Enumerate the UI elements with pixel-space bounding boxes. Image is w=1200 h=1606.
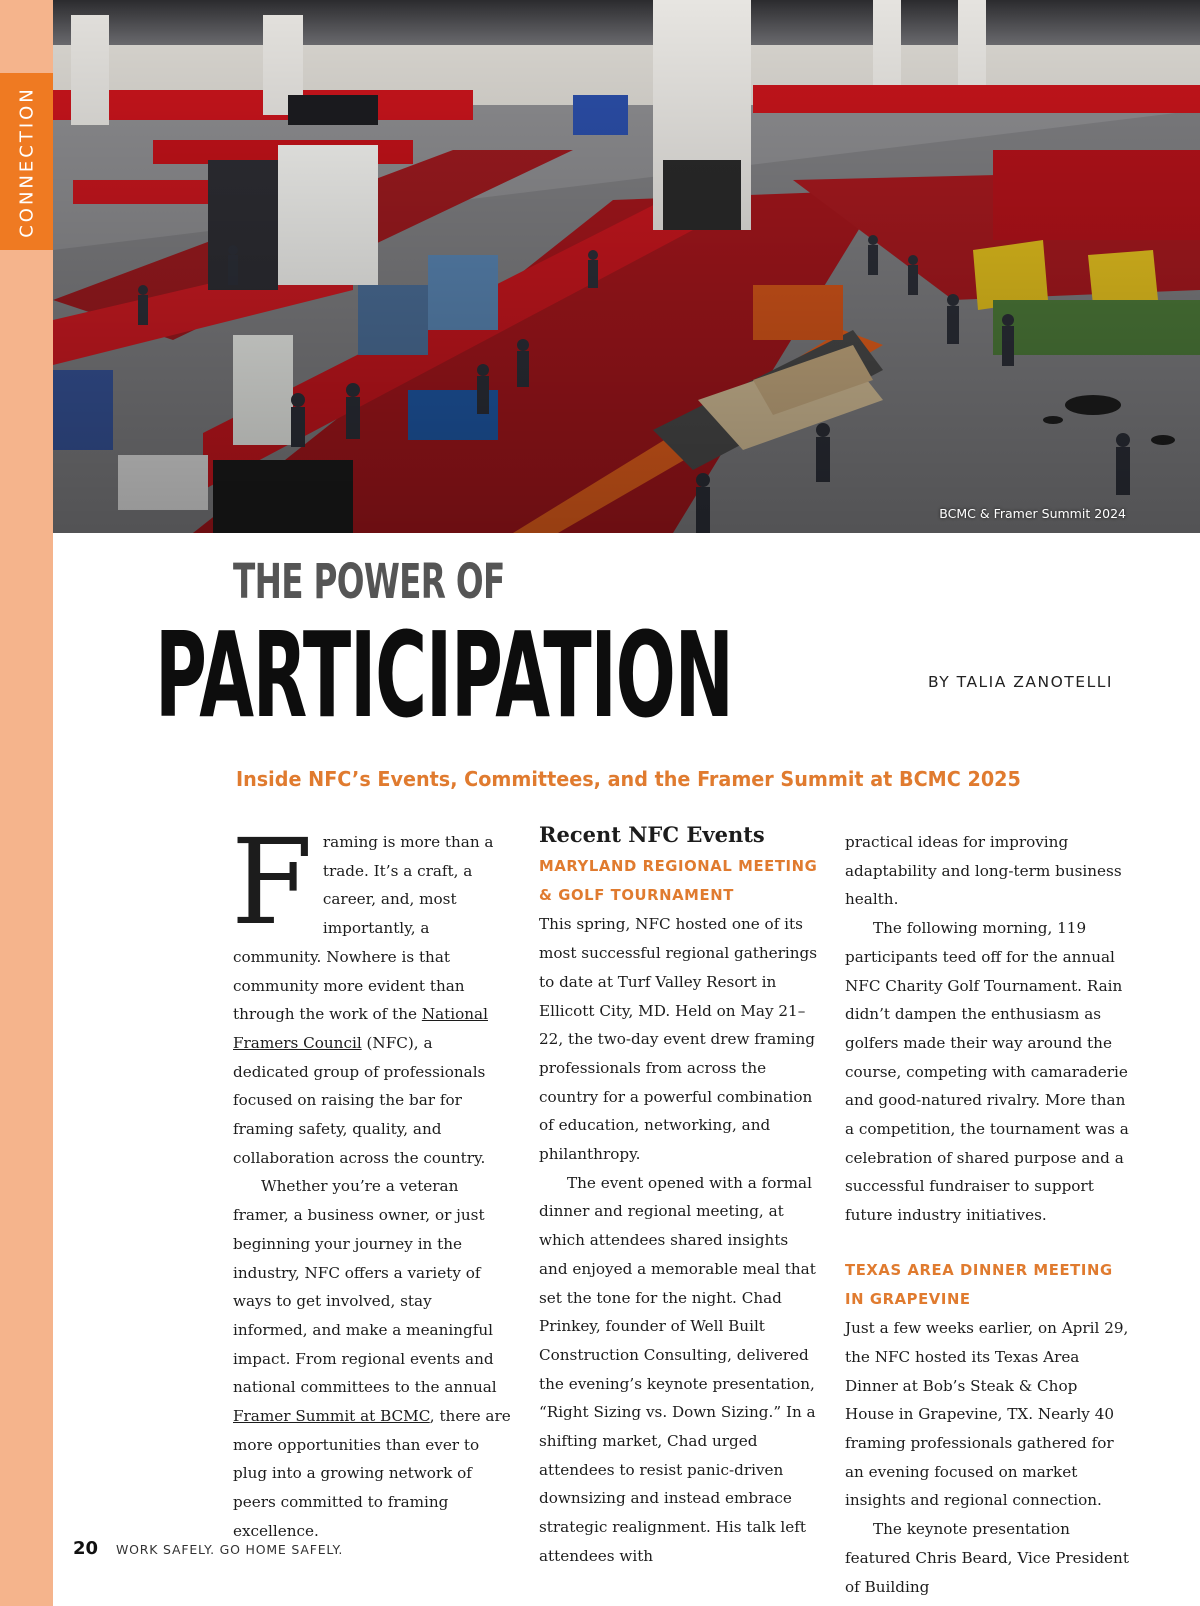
golf-paragraph: The following morning, 119 participants teed off for the annual NFC Charity Golf Tournament. Rain didn’t dampen the enthusiasm as golfers made their way around the course, competing with camaraderie and good-natured rivalry. More than a competition, the tournament was a celebration of shared purpose and a successful fundraiser to support future industry initiatives.: [845, 919, 1129, 1225]
framer-summit-link[interactable]: Framer Summit at BCMC: [233, 1407, 430, 1426]
p2-text-b: , there are more opportunities than ever to plug into a growing network of peers committed to framing excellence.: [233, 1407, 511, 1540]
paragraph-2: [233, 1172, 511, 1545]
section-title-recent-events: Recent NFC Events: [539, 822, 765, 847]
texas-paragraph-1: Just a few weeks earlier, on April 29, the NFC hosted its Texas Area Dinner at Bob’s Steak & Chop House in Grapevine, TX. Nearly 40 framing professionals gathered for an evening focused on market insights and regional connection.: [845, 1319, 1129, 1510]
section-tab: [0, 73, 53, 250]
intro-text-a: raming is more than a trade. It’s a craft, a career, and, most importantly, a community. Nowhere is that community more evident than through the work of the: [233, 833, 494, 1024]
section-spacer: [845, 1230, 1130, 1257]
section-tab-label: CONNECTION: [16, 85, 37, 238]
byline: BY TALIA ZANOTELLI: [928, 673, 1113, 691]
maryland-paragraph-1: This spring, NFC hosted one of its most successful regional gatherings to date at Turf Valley Resort in Ellicott City, MD. Held on May 21–22, the two-day event drew framing professionals from across the country for a powerful combination of education, networking, and philanthropy.: [539, 915, 818, 1164]
texas-paragraph-2: The keynote presentation featured Chris Beard, Vice President of Building: [845, 1520, 1129, 1596]
subtitle-maryland: MARYLAND REGIONAL MEETING & GOLF TOURNAMENT: [539, 858, 818, 904]
subheadline: Inside NFC’s Events, Committees, and the Framer Summit at BCMC 2025: [236, 767, 1021, 791]
headline-kicker: THE POWER OF: [233, 554, 505, 610]
intro-paragraph: [231, 813, 511, 1172]
headline: PARTICIPATION: [155, 606, 733, 744]
column-3: [845, 828, 1130, 1601]
maryland-paragraph-3: practical ideas for improving adaptability and long-term business health.: [845, 833, 1122, 909]
photo-caption: BCMC & Framer Summit 2024: [939, 506, 1126, 521]
column-2: [539, 822, 819, 1571]
column-1: [231, 813, 511, 1546]
maryland-paragraph-2: The event opened with a formal dinner and regional meeting, at which attendees shared insights and enjoyed a memorable meal that set the tone for the night. Chad Prinkey, founder of Well Built Construction Consulting, delivered the evening’s keynote presentation, “Right Sizing vs. Down Sizing.” In a shifting market, Chad urged attendees to resist panic-driven downsizing and instead embrace strategic realignment. His talk left attendees with: [539, 1173, 816, 1565]
page-number: 20: [73, 1538, 99, 1559]
p2-text-a: Whether you’re a veteran framer, a business owner, or just beginning your journey in the industry, NFC offers a variety of ways to get involved, stay informed, and make a meaningful impact. From regional events and national committees to the annual: [233, 1177, 497, 1397]
intro-text-b: (NFC), a dedicated group of professionals focused on raising the bar for framing safety, quality, and collaboration across the country.: [233, 1033, 486, 1167]
trade-show-photo: [53, 0, 1200, 533]
drop-cap: F: [231, 813, 313, 951]
footer-tagline: WORK SAFELY. GO HOME SAFELY.: [116, 1542, 344, 1557]
hero-photo: [53, 0, 1200, 533]
subtitle-texas: TEXAS AREA DINNER MEETING IN GRAPEVINE: [845, 1261, 1113, 1308]
national-framers-council-link[interactable]: National Framers Council: [233, 1005, 488, 1052]
